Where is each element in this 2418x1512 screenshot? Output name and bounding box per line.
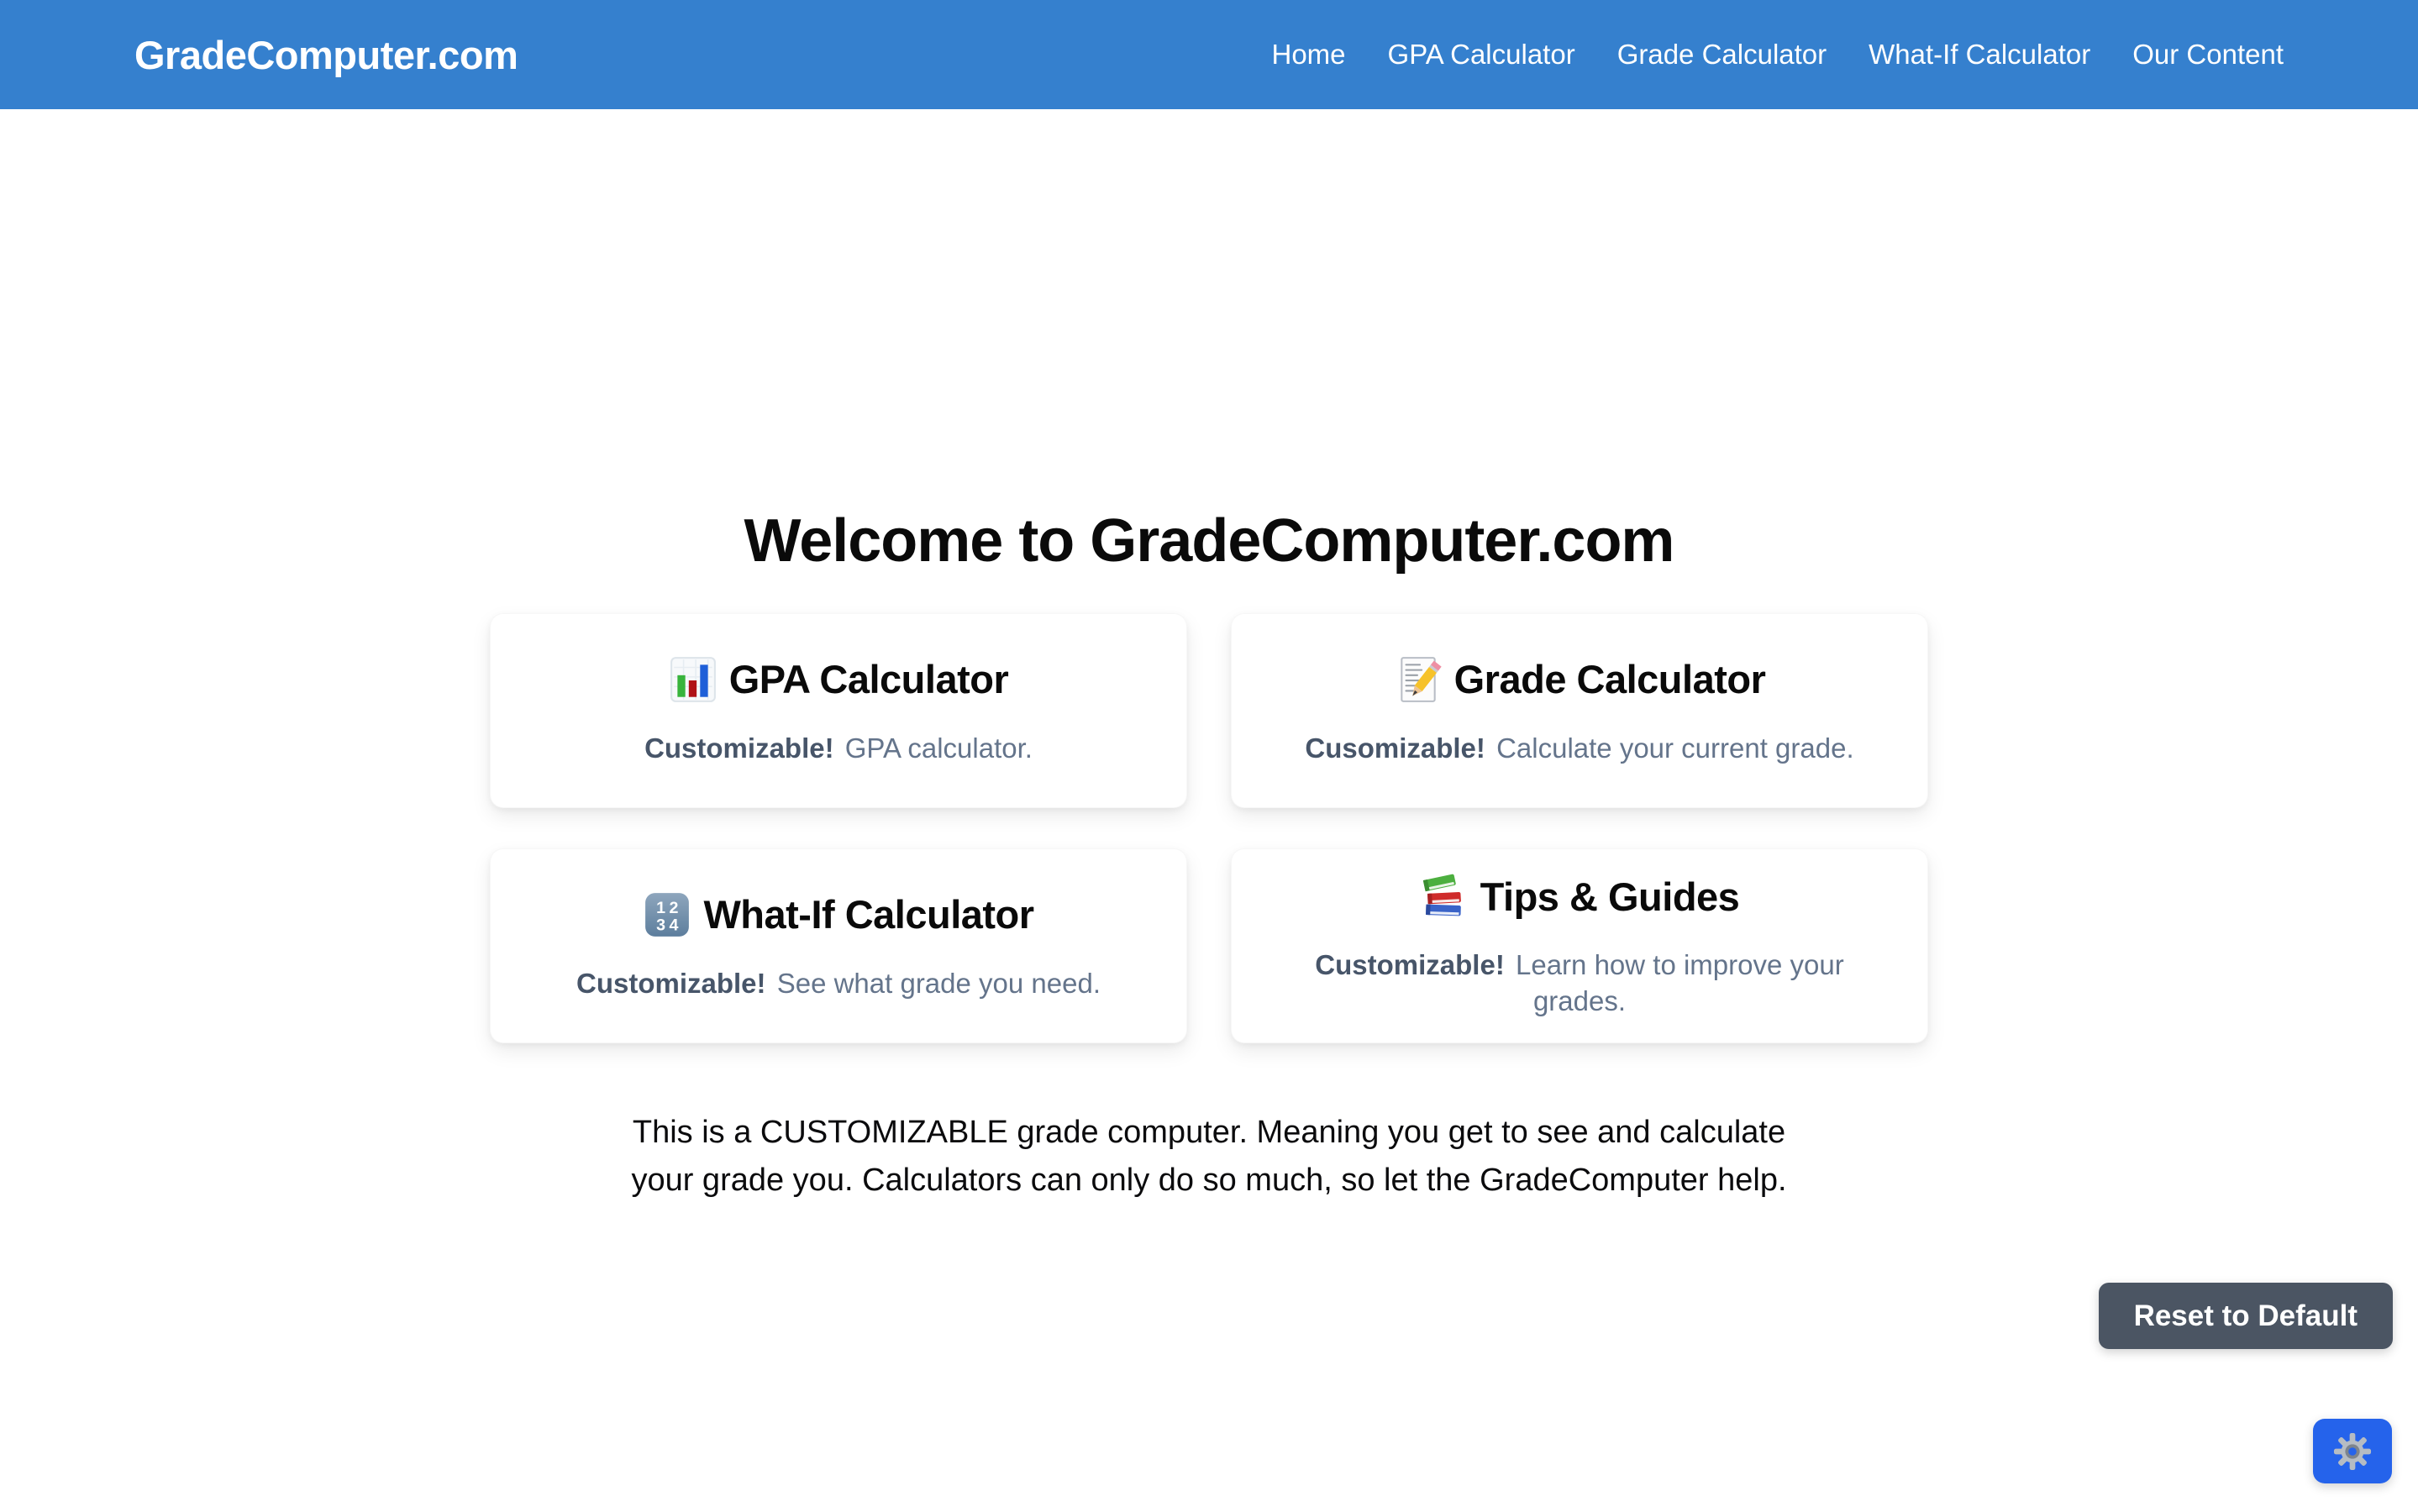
- card-highlight: Customizable!: [1315, 949, 1505, 981]
- card-title: [1394, 655, 1766, 704]
- main-nav: [1272, 39, 2284, 71]
- nav-item-home[interactable]: Home: [1271, 39, 1346, 70]
- svg-text:3 4: 3 4: [656, 916, 679, 935]
- nav-item-our-content[interactable]: Our Content: [2132, 39, 2284, 70]
- card-what-if-calculator[interactable]: [490, 848, 1187, 1043]
- bar-chart-icon: [669, 655, 718, 704]
- card-description: [1265, 948, 1894, 1020]
- nav-item-gpa-calculator[interactable]: GPA Calculator: [1387, 39, 1575, 70]
- card-gpa-calculator[interactable]: [490, 613, 1187, 808]
- card-desc-text: See what grade you need.: [776, 967, 1101, 999]
- memo-pencil-icon: [1394, 655, 1443, 704]
- card-tips-guides[interactable]: [1231, 848, 1928, 1043]
- intro-paragraph: [554, 1109, 1864, 1205]
- card-highlight: Cusomizable!: [1305, 732, 1485, 764]
- card-description: [1305, 731, 1853, 767]
- settings-button[interactable]: [2313, 1419, 2392, 1483]
- svg-text:1 2: 1 2: [656, 898, 679, 917]
- card-desc-text: GPA calculator.: [844, 732, 1033, 764]
- card-description: [576, 966, 1101, 1002]
- gear-icon: [2333, 1432, 2372, 1471]
- feature-cards-grid: [490, 613, 1928, 1043]
- intro-line-2: your grade you. Calculators can only do so much, so let the GradeComputer help.: [631, 1163, 1787, 1198]
- card-description: [644, 731, 1033, 767]
- nav-item-grade-calculator[interactable]: Grade Calculator: [1616, 39, 1827, 70]
- input-numbers-icon: [643, 890, 691, 939]
- card-title-text: Tips & Guides: [1480, 874, 1740, 919]
- card-title: [669, 655, 1009, 704]
- brand-logo[interactable]: GradeComputer.com: [134, 32, 518, 77]
- reset-to-default-button[interactable]: Reset to Default: [2099, 1283, 2393, 1349]
- card-title: [643, 890, 1033, 939]
- card-desc-text: Calculate your current grade.: [1496, 732, 1854, 764]
- card-title-text: GPA Calculator: [728, 657, 1009, 702]
- card-title-text: What-If Calculator: [703, 892, 1034, 937]
- card-desc-text: Learn how to improve your grades.: [1516, 949, 1844, 1016]
- intro-line-1: This is a CUSTOMIZABLE grade computer. Meaning you get to see and calculate: [632, 1115, 1786, 1150]
- card-highlight: Customizable!: [644, 732, 834, 764]
- card-highlight: Customizable!: [576, 967, 766, 999]
- card-title: [1420, 872, 1740, 921]
- page-title: Welcome to GradeComputer.com: [744, 507, 1674, 575]
- card-grade-calculator[interactable]: [1231, 613, 1928, 808]
- main-content: [0, 109, 2418, 1205]
- nav-item-what-if-calculator[interactable]: What-If Calculator: [1869, 39, 2091, 70]
- books-icon: [1420, 872, 1469, 921]
- card-title-text: Grade Calculator: [1453, 657, 1766, 702]
- site-header: [0, 0, 2418, 109]
